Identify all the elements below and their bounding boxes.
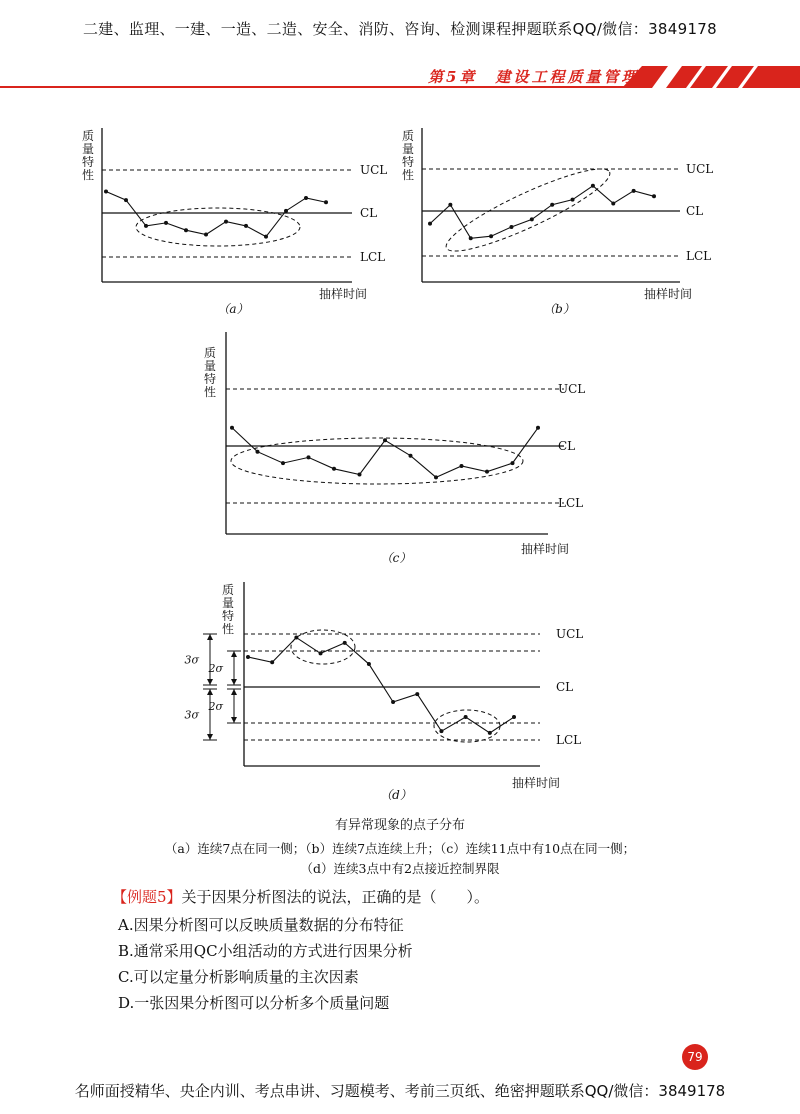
- data-point: [367, 662, 371, 666]
- data-point: [550, 203, 554, 207]
- data-point: [343, 641, 347, 645]
- sigma-arrow: [231, 689, 237, 695]
- example-question: [112, 886, 489, 907]
- data-point: [485, 470, 489, 474]
- panel-label: （d）: [380, 788, 412, 802]
- y-axis-label-char: 量: [402, 142, 415, 156]
- figure-legend-line-1: （a）连续7点在同一侧；（b）连续7点连续上升；（c）连续11点中有10点在同一侧；: [164, 841, 636, 856]
- sigma-arrow: [231, 679, 237, 685]
- data-point: [448, 203, 452, 207]
- data-point: [469, 236, 473, 240]
- ucl-label: UCL: [558, 382, 586, 396]
- sigma-label: 2σ: [208, 700, 223, 713]
- data-point: [652, 194, 656, 198]
- option-c: C.可以定量分析影响质量的主次因素: [118, 968, 359, 986]
- y-axis-label-char: 质: [402, 129, 415, 143]
- question-stem: 关于因果分析图法的说法，正确的是（ ）。: [181, 888, 490, 906]
- cl-label: CL: [558, 439, 576, 453]
- x-axis-label: 抽样时间: [511, 776, 561, 790]
- data-point: [464, 715, 468, 719]
- data-point: [409, 454, 413, 458]
- ucl-label: UCL: [556, 627, 584, 641]
- data-point: [391, 700, 395, 704]
- data-point: [488, 731, 492, 735]
- data-point: [319, 651, 323, 655]
- sigma-arrow: [231, 717, 237, 723]
- y-axis-label-char: 质: [222, 583, 235, 597]
- question-tag: 【例题5】: [112, 888, 182, 906]
- panel-label: （c）: [380, 551, 412, 565]
- ucl-label: UCL: [360, 163, 388, 177]
- data-point: [439, 729, 443, 733]
- data-point: [358, 473, 362, 477]
- data-point: [428, 222, 432, 226]
- option-b: B.通常采用QC小组活动的方式进行因果分析: [118, 942, 413, 960]
- data-point: [204, 233, 208, 237]
- data-point: [571, 198, 575, 202]
- lcl-label: LCL: [360, 250, 386, 264]
- x-axis-label: 抽样时间: [643, 287, 693, 301]
- data-point: [164, 221, 168, 225]
- sigma-arrow: [207, 689, 213, 695]
- data-series-line: [106, 192, 326, 237]
- abnormal-run-ellipse: [439, 157, 617, 264]
- data-point: [383, 438, 387, 442]
- sigma-label: 2σ: [208, 662, 223, 675]
- y-axis-label-char: 量: [204, 359, 217, 373]
- data-point: [632, 189, 636, 193]
- sigma-arrow: [207, 734, 213, 740]
- figure-caption: 有异常现象的点子分布: [334, 818, 465, 833]
- x-axis-label: 抽样时间: [520, 542, 570, 556]
- y-axis-label-char: 质: [204, 346, 217, 360]
- data-point: [270, 660, 274, 664]
- data-point: [256, 450, 260, 454]
- option-a: A.因果分析图可以反映质量数据的分布特征: [118, 916, 404, 934]
- panel-label: （b）: [543, 302, 575, 316]
- data-point: [512, 715, 516, 719]
- data-point: [434, 475, 438, 479]
- cl-label: CL: [360, 206, 378, 220]
- lcl-label: LCL: [686, 249, 712, 263]
- lcl-label: LCL: [558, 496, 584, 510]
- y-axis-label-char: 性: [222, 622, 235, 636]
- data-series-line: [232, 428, 538, 478]
- ucl-label: UCL: [686, 162, 714, 176]
- y-axis-label-char: 特: [402, 155, 415, 169]
- data-point: [591, 184, 595, 188]
- data-point: [332, 467, 336, 471]
- data-point: [144, 224, 148, 228]
- data-point: [264, 235, 268, 239]
- abnormal-run-ellipse: [231, 438, 523, 484]
- data-point: [104, 190, 108, 194]
- y-axis-label-char: 量: [82, 142, 95, 156]
- y-axis-label-char: 性: [402, 168, 415, 182]
- y-axis-label-char: 特: [82, 155, 95, 169]
- data-point: [324, 200, 328, 204]
- sigma-arrow: [207, 634, 213, 640]
- bottom-banner: 名师面授精华、央企内训、考点串讲、习题模考、考前三页纸、绝密押题联系QQ/微信：3849178: [74, 1082, 726, 1100]
- data-point: [281, 461, 285, 465]
- sigma-label: 3σ: [184, 708, 199, 722]
- data-point: [124, 198, 128, 202]
- cl-label: CL: [686, 204, 704, 218]
- top-banner: 二建、监理、一建、一造、二造、安全、消防、咨询、检测课程押题联系QQ/微信：3849178: [83, 20, 717, 38]
- data-point: [530, 217, 534, 221]
- data-series-line: [248, 638, 514, 733]
- abnormal-run-ellipse: [434, 710, 500, 742]
- y-axis-label-char: 特: [222, 609, 235, 623]
- sigma-arrow: [231, 651, 237, 657]
- data-point: [460, 464, 464, 468]
- data-point: [230, 426, 234, 430]
- data-point: [415, 692, 419, 696]
- abnormal-run-ellipse: [291, 630, 355, 664]
- page-number: 79: [682, 1044, 708, 1070]
- data-point: [489, 234, 493, 238]
- data-point: [224, 220, 228, 224]
- data-point: [184, 228, 188, 232]
- lcl-label: LCL: [556, 733, 582, 747]
- cl-label: CL: [556, 680, 574, 694]
- data-point: [536, 426, 540, 430]
- data-point: [509, 225, 513, 229]
- data-point: [307, 455, 311, 459]
- option-d: D.一张因果分析图可以分析多个质量问题: [118, 994, 390, 1012]
- data-point: [304, 196, 308, 200]
- panel-label: （a）: [217, 302, 249, 316]
- figure-legend-line-2: （d）连续3点中有2点接近控制界限: [300, 861, 500, 876]
- data-point: [246, 655, 250, 659]
- data-point: [244, 224, 248, 228]
- y-axis-label-char: 性: [204, 385, 217, 399]
- data-point: [511, 461, 515, 465]
- y-axis-label-char: 特: [204, 372, 217, 386]
- y-axis-label-char: 性: [82, 168, 95, 182]
- y-axis-label-char: 量: [222, 596, 235, 610]
- sigma-label: 3σ: [184, 653, 199, 667]
- sigma-arrow: [207, 679, 213, 685]
- data-series-line: [430, 186, 654, 239]
- chapter-title: 第5章 建设工程质量管理: [428, 68, 640, 86]
- data-point: [284, 209, 288, 213]
- data-point: [611, 201, 615, 205]
- y-axis-label-char: 质: [82, 129, 95, 143]
- x-axis-label: 抽样时间: [318, 287, 368, 301]
